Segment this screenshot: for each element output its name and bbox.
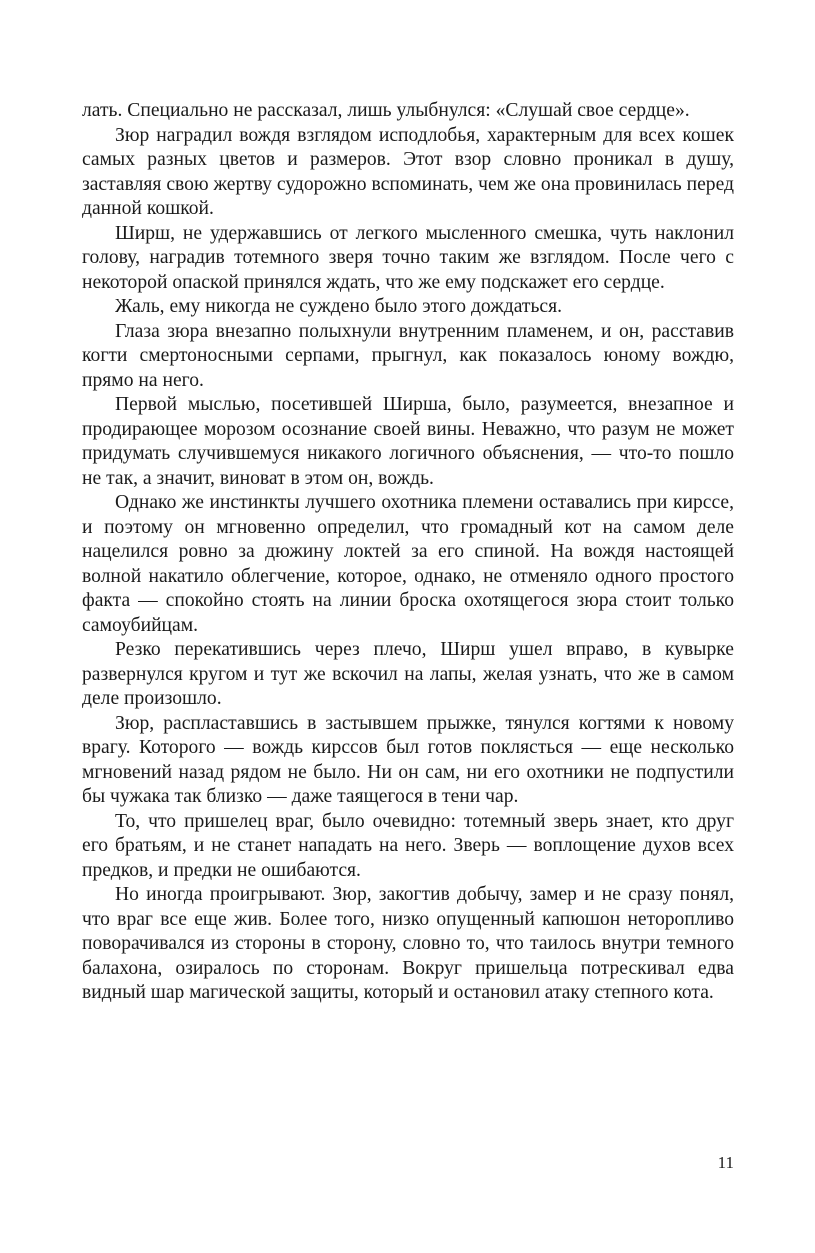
- paragraph: Ширш, не удержавшись от легкого мысленного смешка, чуть наклонил голову, наградив тотемного зверя точно таким же взглядом. После чего с некоторой опаской принялся ждать, что же ему подскажет его сердце.: [82, 222, 734, 293]
- paragraph: Однако же инстинкты лучшего охотника племени оставались при кирссе, и поэтому он мгновенно определил, что громадный кот на самом деле нацелился ровно за дюжину локтей за его спиной. На вождя настоящей волной накатило облегчение, которое, однако, не отменяло одного простого факта — спокойно стоять на линии броска охотящегося зюра стоит только самоубийцам.: [82, 492, 734, 636]
- paragraph: Первой мыслью, посетившей Ширша, было, разумеется, внезапное и продирающее морозом осознание своей вины. Неважно, что разум не может придумать случившемуся никакого логичного объяснения, — что-то пошло не так, а значит, виноват в этом он, вождь.: [82, 394, 734, 489]
- paragraph: То, что пришелец враг, было очевидно: тотемный зверь знает, кто друг его братьям, и не станет нападать на него. Зверь — воплощение духов всех предков, и предки не ошибаются.: [82, 810, 734, 881]
- paragraph: Но иногда проигрывают. Зюр, закогтив добычу, замер и не сразу понял, что враг все еще жив. Более того, низко опущенный капюшон неторопливо поворачивался из стороны в сторону, словно то, что таилось внутри темного балахона, озиралось по сторонам. Вокруг пришельца потрескивал едва видный шар магической защиты, который и остановил атаку степного кота.: [82, 884, 734, 1003]
- page-number: 11: [717, 1153, 734, 1172]
- paragraph: Глаза зюра внезапно полыхнули внутренним пламенем, и он, расставив когти смертоносными серпами, прыгнул, как показалось юному вождю, прямо на него.: [82, 320, 734, 391]
- book-page-text: [82, 99, 734, 1006]
- paragraph: Жаль, ему никогда не суждено было этого дождаться.: [115, 296, 563, 317]
- paragraph: Резко перекатившись через плечо, Ширш ушел вправо, в кувырке развернулся кругом и тут же вскочил на лапы, желая узнать, что же в самом деле произошло.: [82, 639, 734, 709]
- paragraph: Зюр, распластавшись в застывшем прыжке, тянулся когтями к новому врагу. Которого — вождь кирссов был готов поклясться — еще несколько мгновений назад рядом не было. Ни он сам, ни его охотники не подпустили бы чужака так близко — даже таящегося в тени чар.: [82, 712, 734, 807]
- paragraph: Зюр наградил вождя взглядом исподлобья, характерным для всех кошек самых разных цветов и размеров. Этот взор словно проникал в душу, заставляя свою жертву судорожно вспоминать, чем же она провинилась перед данной кошкой.: [82, 124, 734, 219]
- paragraph: лать. Специально не рассказал, лишь улыбнулся: «Слушай свое сердце».: [82, 100, 690, 121]
